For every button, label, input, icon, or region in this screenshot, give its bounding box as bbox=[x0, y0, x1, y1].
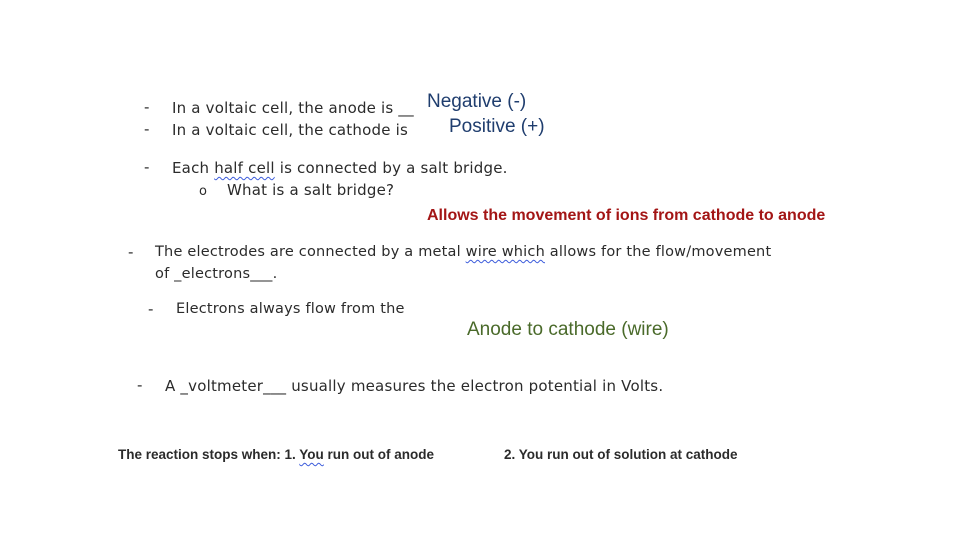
bullet-dash: - bbox=[144, 98, 150, 116]
salt-bridge-answer: Allows the movement of ions from cathode to anode bbox=[427, 207, 826, 224]
sub-bullet-marker: o bbox=[199, 184, 207, 199]
anode-answer: Negative (-) bbox=[427, 91, 527, 112]
reaction-stop-spellcheck-word: You bbox=[299, 447, 324, 462]
electrodes-post: allows for the flow/movement bbox=[544, 244, 772, 260]
electrodes-pre: The electrodes are connected by a metal bbox=[155, 244, 466, 260]
cathode-question: In a voltaic cell, the cathode is bbox=[172, 121, 408, 139]
bullet-dash: - bbox=[148, 300, 154, 318]
bullet-dash: - bbox=[144, 158, 150, 176]
reaction-stop-first bbox=[118, 447, 434, 462]
electron-flow-answer: Anode to cathode (wire) bbox=[467, 319, 669, 340]
reaction-stop-pre: The reaction stops when: 1. bbox=[118, 447, 300, 462]
reaction-stop-second: 2. You run out of solution at cathode bbox=[504, 447, 738, 462]
half-cell-statement bbox=[172, 159, 508, 177]
salt-bridge-question: What is a salt bridge? bbox=[227, 181, 395, 199]
reaction-stop-post: run out of anode bbox=[323, 447, 435, 462]
half-cell-pre: Each bbox=[172, 159, 215, 177]
half-cell-post: is connected by a salt bridge. bbox=[274, 159, 508, 177]
voltmeter-statement: A _voltmeter___ usually measures the electron potential in Volts. bbox=[165, 377, 664, 395]
electrodes-spellcheck-word: wire which bbox=[465, 244, 545, 260]
electrodes-continuation: of _electrons___. bbox=[155, 266, 278, 282]
electron-flow-question: Electrons always flow from the bbox=[176, 301, 405, 317]
bullet-dash: - bbox=[128, 243, 134, 261]
electrodes-statement bbox=[155, 244, 771, 260]
anode-question: In a voltaic cell, the anode is __ bbox=[172, 99, 414, 117]
bullet-dash: - bbox=[137, 376, 143, 394]
bullet-dash: - bbox=[144, 120, 150, 138]
half-cell-spellcheck-word: half cell bbox=[214, 159, 275, 177]
cathode-answer: Positive (+) bbox=[449, 116, 545, 137]
